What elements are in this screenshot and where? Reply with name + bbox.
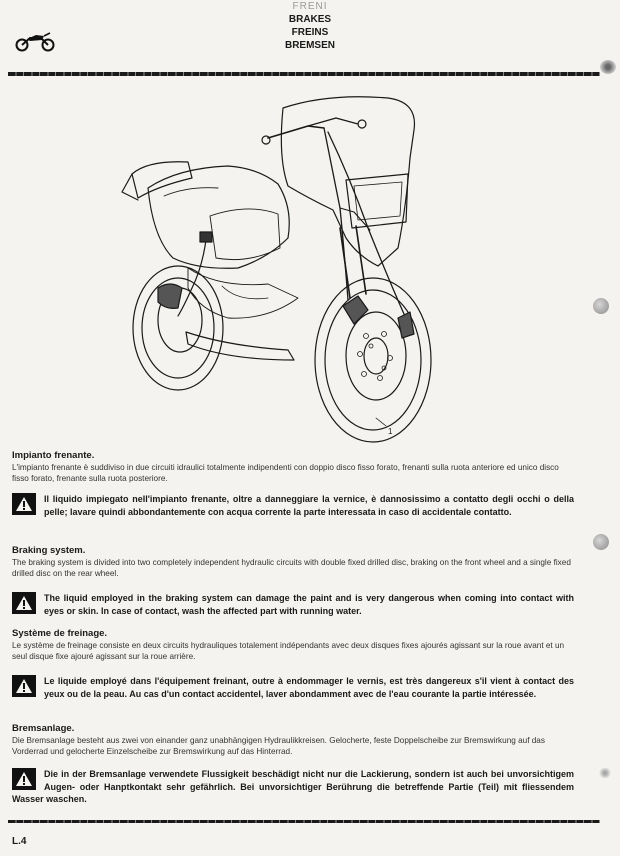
title-line-fr: FREINS xyxy=(291,27,329,38)
section-body: The braking system is divided into two completely independent hydraulic circuits with double fixed drilled disc, braking on the front wheel and a single fixed drilled disc on the rear wheel. xyxy=(12,558,571,578)
callout-label: 1 xyxy=(388,427,393,436)
section-body: L'impianto frenante è suddiviso in due circuiti idraulici totalmente indipendenti con doppio disco fisso forato, frenanti sulla ruota anteriore ed unico disco fisso forato, frenante sulla ruota posteriore. xyxy=(12,463,559,483)
warning-triangle-icon xyxy=(12,493,36,515)
punch-hole xyxy=(593,298,609,314)
warning-italian xyxy=(12,493,574,518)
title-line-it: FRENI xyxy=(292,1,328,12)
section-title: Système de freinage. xyxy=(12,628,108,639)
section-german xyxy=(12,723,574,757)
section-title: Impianto frenante. xyxy=(12,450,95,461)
corner-stamp xyxy=(600,60,616,74)
warning-text: Die in der Bremsanlage verwendete Flussigkeit beschädigt nicht nur die Lackierung, sondern ist auch bei unvorsichtigem Augen- oder Hanptkontakt sehr gefährlich. Bei unvorsichtiger Berührung die betreffende Partie (Teil) mit fliessendem Wasser waschen. xyxy=(12,769,574,804)
title-line-en: BRAKES xyxy=(288,14,332,25)
section-italian xyxy=(12,450,574,484)
warning-german xyxy=(12,768,574,806)
scan-smudge xyxy=(598,768,612,778)
motorcycle-brake-diagram xyxy=(118,88,448,444)
section-body: Le système de freinage consiste en deux circuits hydrauliques totalement indépendants avec deux disques fixes ajourés agissant sur la roue avant et un seul disque fixe ajouré agissant sur la roue arrière. xyxy=(12,641,565,661)
motorcycle-icon xyxy=(14,30,56,52)
section-body: Die Bremsanlage besteht aus zwei von einander ganz unabhängigen Hydraulikkreisen. Gelocherte, feste Doppelscheibe zur Bremswirkung auf das Vorderrad und gelocherte Einzelscheibe zur Bremswirkung auf das Hinterrad. xyxy=(12,736,545,756)
warning-text: The liquid employed in the braking system can damage the paint and is very dangerous when coming into contact with eyes or skin. In case of contact, wash the affected part with running water. xyxy=(44,593,574,616)
title-line-de: BREMSEN xyxy=(284,40,335,51)
header-divider xyxy=(8,72,600,76)
section-title: Bremsanlage. xyxy=(12,723,75,734)
warning-text: Le liquide employé dans l'équipement freinant, outre à endommager le vernis, est très dangereux s'il vient à contact des yeux ou de la peau. Au cas d'un contact accidentel, laver abondamment avec de l'eau courante la partie intéressée. xyxy=(44,676,574,699)
page-title xyxy=(0,0,620,52)
warning-triangle-icon xyxy=(12,768,36,790)
page-number: L.4 xyxy=(12,836,27,847)
warning-english xyxy=(12,592,574,617)
warning-triangle-icon xyxy=(12,592,36,614)
section-french xyxy=(12,628,574,662)
warning-french xyxy=(12,675,574,700)
warning-triangle-icon xyxy=(12,675,36,697)
section-title: Braking system. xyxy=(12,545,86,556)
section-english xyxy=(12,545,574,579)
warning-text: Il liquido impiegato nell'impianto frenante, oltre a danneggiare la vernice, è dannosissimo a contatto degli occhi o della pelle; lavare quindi abbondantemente con acqua corrente la parte interessata in caso di accidentale contatto. xyxy=(44,494,574,517)
punch-hole xyxy=(593,534,609,550)
footer-divider xyxy=(8,820,600,823)
